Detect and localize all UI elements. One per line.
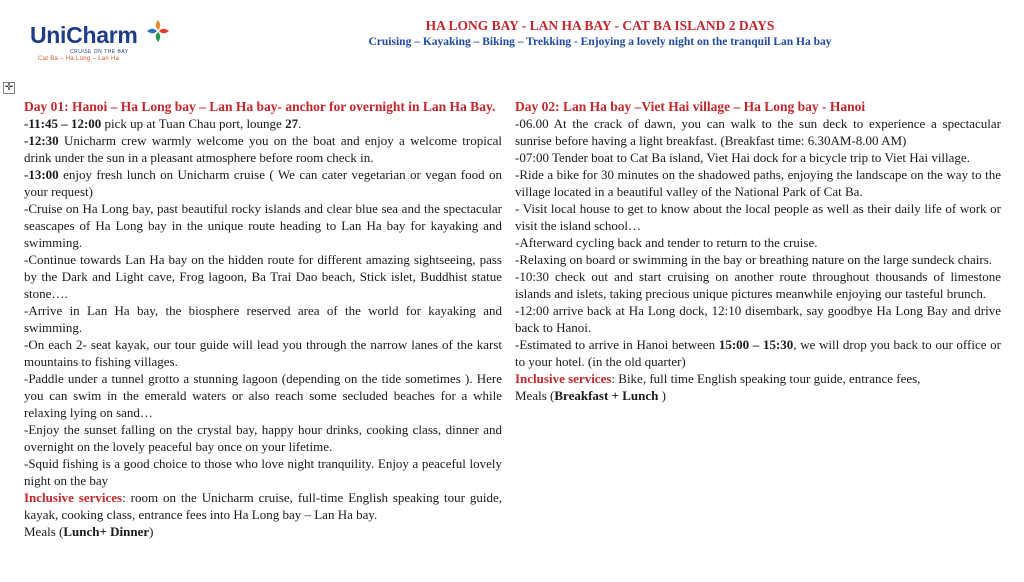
- item-time: -11:45 – 12:00: [24, 116, 102, 131]
- estimate-time: 15:00 – 15:30: [718, 337, 794, 352]
- list-item: -Relaxing on board or swimming in the bay or breathing nature on the large sundeck chairs.: [515, 252, 993, 267]
- item-tail: .: [298, 116, 302, 131]
- list-item: -Arrive in Lan Ha bay, the biosphere reserved area of the world for kayaking and swimming.: [24, 303, 502, 335]
- day2-meals: [515, 387, 1001, 404]
- list-item: - Visit local house to get to know about the local people as well as their daily life of work or visit the island school…: [515, 201, 1001, 233]
- item-text: enjoy fresh lunch on Unicharm cruise ( We can cater vegetarian or vegan food on your request): [24, 167, 502, 199]
- day2-column: [515, 98, 1001, 404]
- day1-column: [24, 98, 502, 540]
- estimate-post: , we will drop you back to our office or to your hotel. (in the old quarter): [515, 337, 1001, 369]
- page-subtitle: Cruising – Kayaking – Biking – Trekking - Enjoying a lovely night on the tranquil Lan Ha bay: [368, 36, 832, 48]
- day1-meals: [24, 523, 502, 540]
- logo-uni: Uni: [30, 22, 67, 48]
- day2-title: Day 02: Lan Ha bay –Viet Hai village – Ha Long bay - Hanoi: [515, 99, 866, 114]
- list-item: -Paddle under a tunnel grotto a stunning lagoon (depending on the tide sometimes ). Here you can swim in the emerald waters or also reach some secluded beaches for a while relaxing lying on sand…: [24, 371, 502, 420]
- inclusive-label: Inclusive services: [24, 490, 123, 505]
- list-item: -Afterward cycling back and tender to return to the cruise.: [515, 235, 818, 250]
- day1-inclusive: [24, 489, 502, 523]
- flower-icon: [145, 18, 171, 44]
- document-header: [300, 18, 900, 50]
- inclusive-text: : Bike, full time English speaking tour guide, entrance fees,: [611, 371, 921, 386]
- unicharm-logo: [30, 18, 180, 70]
- logo-places: Cat Ba – Ha Long – Lan Ha: [38, 56, 120, 62]
- inclusive-text: : room on the Unicharm cruise, full-time English speaking tour guide, kayak, cooking class, entrance fees into Ha Long bay – Lan Ha bay.: [24, 490, 502, 522]
- estimate-pre: -Estimated to arrive in Hanoi between: [515, 337, 719, 352]
- list-item: -12:00 arrive back at Ha Long dock, 12:10 disembark, say goodbye Ha Long Bay and drive back to Hanoi.: [515, 303, 1001, 335]
- list-item: -Squid fishing is a good choice to those who love night tranquility. Enjoy a peaceful lovely night on the bay: [24, 456, 502, 488]
- meals-close: ): [149, 524, 154, 539]
- list-item: -Continue towards Lan Ha bay on the hidden route for different amazing sightseeing, pass by the Dark and Light cave, Frog lagoon, Ba Trai Dao beach, Stick islet, Buddhist statue stone….: [24, 252, 502, 301]
- list-item: -10:30 check out and start cruising on another route throughout thousands of limestone islands and islets, taking precious unique pictures meanwhile enjoying our tasteful brunch.: [515, 269, 1001, 301]
- list-item: -07:00 Tender boat to Cat Ba island, Viet Hai dock for a bicycle trip to Viet Hai village.: [515, 150, 970, 165]
- lounge-number: 27: [285, 116, 299, 131]
- meals-value: Lunch+ Dinner: [63, 524, 150, 539]
- day2-inclusive: [515, 370, 1001, 387]
- page-title: HA LONG BAY - LAN HA BAY - CAT BA ISLAND 2 DAYS: [425, 18, 775, 33]
- meals-label: Meals (: [24, 524, 64, 539]
- list-item: -Cruise on Ha Long bay, past beautiful rocky islands and clear blue sea and the spectacular seascapes of Ha Long bay in the unique route heading to Lan Ha bay for kayaking and swimming.: [24, 201, 502, 250]
- table-move-handle-icon[interactable]: ✛: [4, 82, 14, 93]
- list-item: -On each 2- seat kayak, our tour guide will lead you through the narrow lanes of the karst mountains to fishing villages.: [24, 337, 502, 369]
- item-text: pick up at Tuan Chau port, lounge: [101, 116, 286, 131]
- inclusive-label: Inclusive services: [515, 371, 612, 386]
- logo-charm: Charm: [66, 22, 138, 48]
- list-item: -Ride a bike for 30 minutes on the shadowed paths, enjoying the landscape on the way to the village located in a beautiful valley of the National Park of Cat Ba.: [515, 167, 1001, 199]
- meals-value: Breakfast + Lunch: [554, 388, 659, 403]
- logo-wordmark: [30, 22, 138, 49]
- item-text: Unicharm crew warmly welcome you on the boat and enjoy a welcome tropical drink under the sun in a pleasant atmosphere before room check in.: [24, 133, 502, 165]
- meals-close: ): [658, 388, 666, 403]
- logo-tagline: CRUISE ON THE BAY: [70, 49, 129, 55]
- list-item: [24, 132, 502, 166]
- list-item: -06.00 At the crack of dawn, you can walk to the sun deck to experience a spectacular sunrise before having a light breakfast. (Breakfast time: 6.30AM-8.00 AM): [515, 116, 1001, 148]
- day2-estimate: [515, 336, 1001, 370]
- item-time: -12:30: [24, 133, 59, 148]
- day1-title: Day 01: Hanoi – Ha Long bay – Lan Ha bay- anchor for overnight in Lan Ha Bay.: [24, 99, 496, 114]
- list-item: [24, 115, 502, 132]
- list-item: -Enjoy the sunset falling on the crystal bay, happy hour drinks, cooking class, dinner and overnight on the lovely peaceful bay once on your lifetime.: [24, 422, 502, 454]
- list-item: [24, 166, 502, 200]
- item-time: -13:00: [24, 167, 59, 182]
- meals-label: Meals (: [515, 388, 555, 403]
